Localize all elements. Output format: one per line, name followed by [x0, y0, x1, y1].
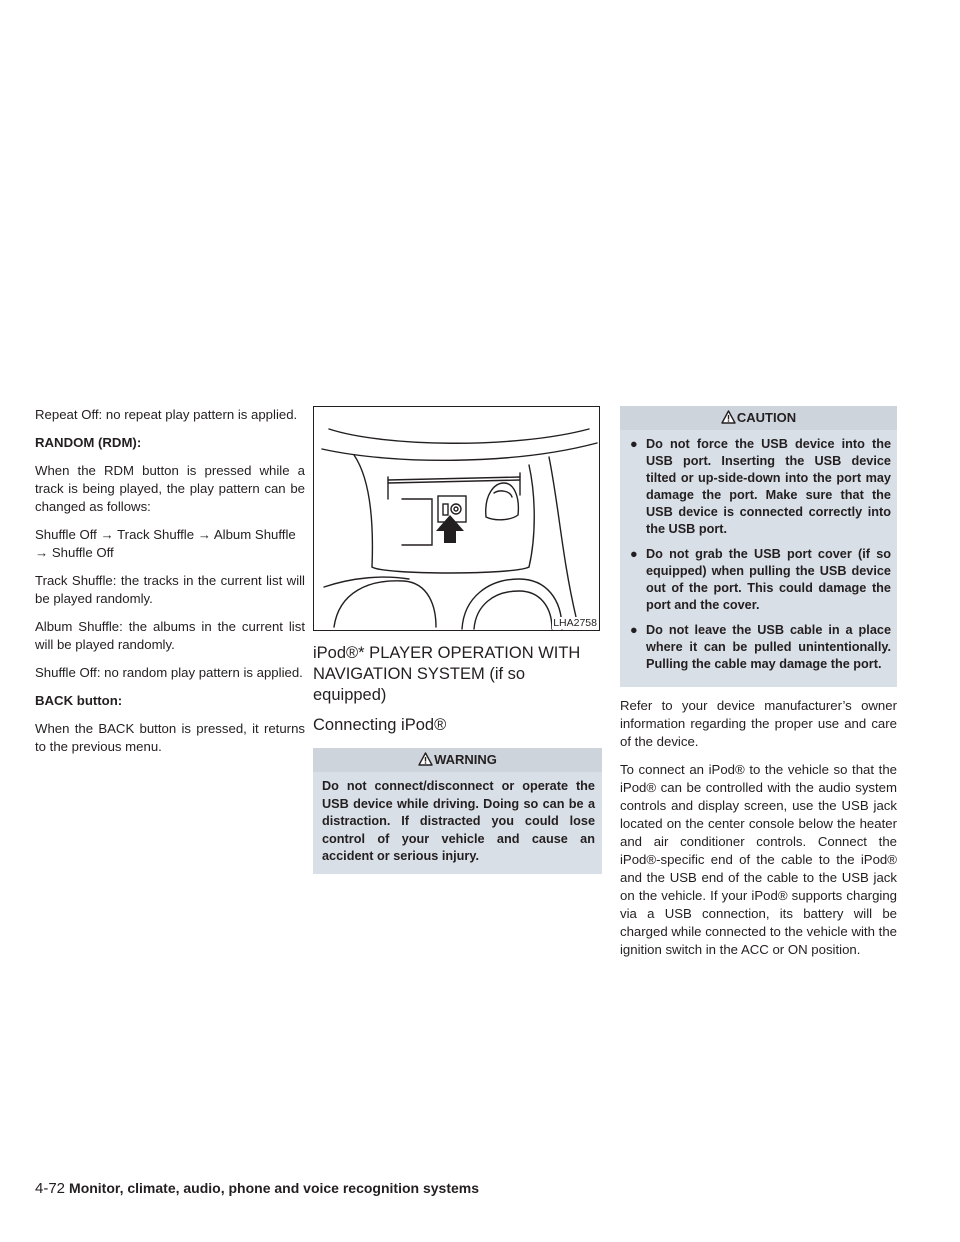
repeat-off-text: Repeat Off: no repeat play pattern is applied. — [35, 407, 298, 422]
bullet: ● — [630, 437, 638, 451]
caution-item: ● Do not force the USB device into the USB port. Inserting the USB device tilted or up-side-down into the port may damage the port. Make sure that the USB device is connected correctly into the USB port. — [630, 437, 891, 536]
figure-label: LHA2758 — [553, 617, 597, 629]
warning-title: WARNING — [434, 752, 497, 767]
section-subheading: Connecting iPod® — [313, 716, 447, 734]
back-button-description: When the BACK button is pressed, it returns to the previous menu. — [35, 721, 305, 754]
chapter-title: Monitor, climate, audio, phone and voice recognition systems — [69, 1180, 479, 1196]
caution-box — [620, 406, 897, 687]
connect-instructions: To connect an iPod® to the vehicle so that the iPod® can be controlled with the audio system controls and display screen, use the USB jack located on the center console below the heater and air conditioner controls. Connect the iPod®-specific end of the cable to the iPod® and the USB end of the cable to the USB jack on the vehicle. If your iPod® supports charging via a USB connection, its battery will be charged while connected to the vehicle with the ignition switch in the ACC or ON position. — [620, 762, 897, 957]
bullet: ● — [630, 547, 638, 561]
arrow-up-icon — [436, 515, 464, 543]
shuffle-off-text: Shuffle Off: no random play pattern is applied. — [35, 665, 303, 680]
back-button-heading: BACK button: — [35, 693, 123, 708]
caution-item: ● Do not grab the USB port cover (if so equipped) when pulling the USB device out of the port. This could damage the port and the cover. — [630, 547, 891, 612]
usb-port-figure — [313, 406, 600, 631]
album-shuffle-text: Album Shuffle: the albums in the current list will be played randomly. — [35, 619, 305, 652]
random-description: When the RDM button is pressed while a track is being played, the play pattern can be changed as follows: — [35, 463, 305, 514]
device-care-text: Refer to your device manufacturer’s owner information regarding the proper use and care of the device. — [620, 698, 897, 749]
warning-header — [313, 748, 602, 772]
warning-text: Do not connect/disconnect or operate the USB device while driving. Doing so can be a distraction. If distracted you could lose control of your vehicle and cause an accident or serious injury. — [322, 779, 595, 863]
page-footer — [35, 1178, 479, 1199]
bullet: ● — [630, 623, 638, 637]
random-heading: RANDOM (RDM): — [35, 435, 142, 450]
caution-icon — [721, 410, 736, 424]
caution-list — [620, 430, 897, 685]
section-heading: iPod®* PLAYER OPERATION WITH NAVIGATION SYSTEM (if so equipped) — [313, 644, 581, 704]
warning-box — [313, 748, 602, 874]
caution-header — [620, 406, 897, 430]
column-left — [35, 406, 305, 766]
page-number: 4-72 — [35, 1180, 66, 1197]
caution-item: ● Do not leave the USB cable in a place where it can be pulled unintentionally. Pulling the cable may damage the port. — [630, 623, 891, 671]
track-shuffle-text: Track Shuffle: the tracks in the current list will be played randomly. — [35, 573, 305, 606]
caution-title: CAUTION — [736, 410, 797, 425]
usb-port-illustration — [314, 407, 599, 630]
column-right — [620, 406, 897, 969]
warning-icon — [418, 752, 433, 766]
shuffle-sequence: Shuffle Off → Track Shuffle → Album Shuffle → Shuffle Off — [35, 527, 296, 560]
column-middle — [313, 406, 602, 884]
